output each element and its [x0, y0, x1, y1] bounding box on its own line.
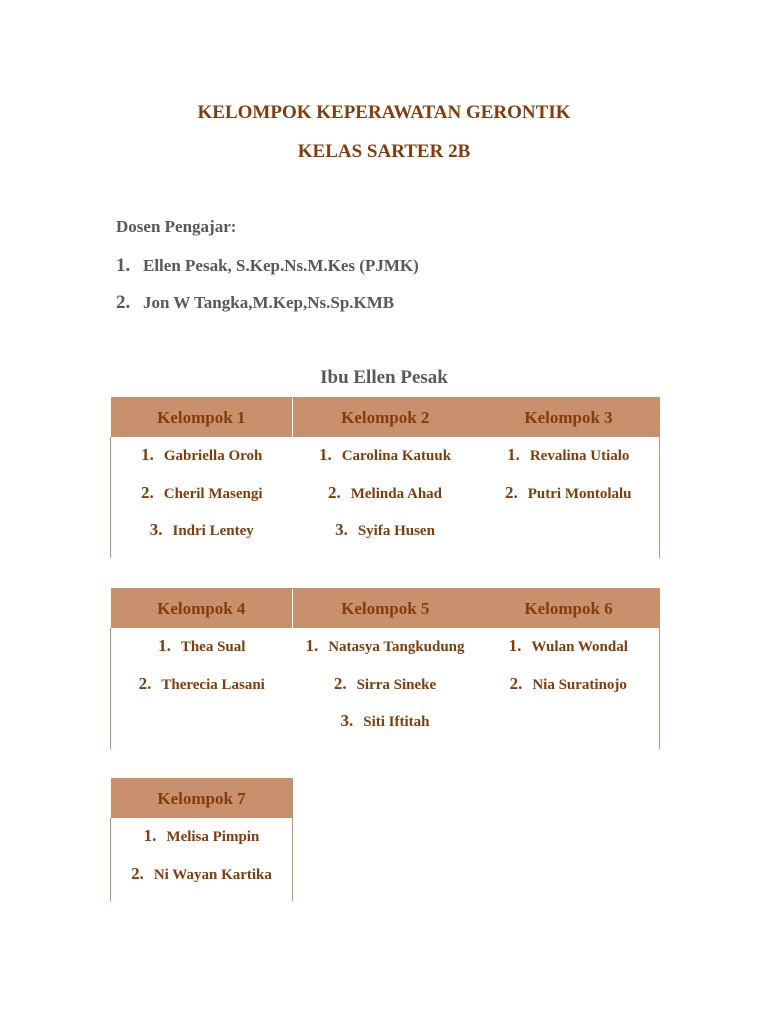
member-name: Ni Wayan Kartika: [153, 866, 272, 883]
member-number: 1.: [158, 636, 171, 655]
member-item: [293, 711, 478, 749]
group-members-cell: [293, 437, 478, 558]
lecturer-item: [116, 292, 394, 314]
member-name: Revalina Utialo: [529, 448, 630, 464]
member-item: [111, 445, 293, 483]
member-name: Putri Montolalu: [527, 485, 632, 502]
group-members-row: [111, 437, 660, 558]
member-name: Gabriella Oroh: [163, 448, 263, 464]
document-subtitle: KELAS SARTER 2B: [297, 141, 471, 162]
member-name: Sirra Sineke: [356, 676, 437, 693]
group-header: Kelompok 1: [111, 398, 293, 438]
member-item: [111, 483, 293, 521]
group-header: Kelompok 6: [478, 589, 660, 629]
member-number: 2.: [505, 482, 518, 502]
lecturer-number: 1.: [116, 255, 131, 276]
member-item: [111, 674, 293, 712]
group-members-cell: [111, 818, 293, 901]
lecturer-name: Ellen Pesak, S.Kep.Ns.M.Kes (PJMK): [143, 256, 419, 275]
group-header-row: [111, 779, 293, 819]
lecturers-heading: Dosen Pengajar:: [116, 217, 237, 236]
member-item: [293, 636, 478, 674]
group-members-cell: [478, 437, 660, 558]
member-number: 3.: [340, 711, 354, 731]
member-item: [111, 636, 293, 674]
group-header: Kelompok 2: [293, 398, 478, 438]
group-table-2: [110, 588, 660, 749]
group-header: Kelompok 3: [478, 398, 660, 438]
group-table-1: [110, 397, 660, 558]
member-item: [478, 483, 660, 521]
member-number: 1.: [507, 445, 520, 464]
member-list: [478, 628, 660, 711]
member-name: Wulan Wondal: [531, 639, 628, 655]
group-members-cell: [478, 628, 660, 749]
member-list: [111, 437, 293, 558]
group-members-cell: [111, 628, 293, 749]
member-number: 3.: [335, 520, 348, 540]
document-title: KELOMPOK KEPERAWATAN GERONTIK: [197, 102, 571, 123]
member-list: [293, 628, 478, 749]
member-number: 2.: [138, 673, 152, 693]
member-number: 3.: [149, 520, 163, 540]
member-item: [111, 864, 292, 902]
member-name: Natasya Tangkudung: [328, 639, 465, 655]
group-members-cell: [293, 628, 478, 749]
member-number: 1.: [508, 636, 522, 655]
member-number: 1.: [305, 636, 319, 655]
group-header: Kelompok 7: [111, 779, 293, 819]
member-name: Carolina Katuuk: [341, 448, 452, 464]
member-item: [478, 674, 660, 712]
lecturer-name: Jon W Tangka,M.Kep,Ns.Sp.KMB: [143, 293, 395, 312]
member-list: [293, 437, 478, 558]
member-item: [478, 636, 660, 674]
member-item: [293, 674, 478, 712]
member-number: 1.: [318, 445, 332, 464]
group-header-row: [111, 398, 660, 438]
member-item: [293, 520, 478, 558]
member-number: 2.: [509, 673, 523, 693]
member-name: Nia Suratinojo: [532, 676, 627, 693]
group-members-row: [111, 628, 660, 749]
group-header: Kelompok 4: [111, 589, 293, 629]
group-header-row: [111, 589, 660, 629]
member-name: Syifa Husen: [357, 523, 435, 540]
member-item: [293, 483, 478, 521]
group-header: Kelompok 5: [293, 589, 478, 629]
section-title: Ibu Ellen Pesak: [320, 367, 448, 388]
member-item: [293, 445, 478, 483]
member-name: Siti Iftitah: [363, 714, 430, 731]
member-name: Cheril Masengi: [163, 485, 263, 502]
member-name: Melinda Ahad: [350, 485, 443, 502]
group-members-row: [111, 818, 293, 901]
member-number: 2.: [131, 863, 144, 883]
lecturer-item: [116, 255, 419, 277]
member-number: 2.: [333, 673, 347, 693]
member-list: [111, 628, 293, 711]
member-name: Melisa Pimpin: [166, 829, 260, 845]
member-item: [111, 520, 293, 558]
member-number: 2.: [327, 482, 341, 502]
member-list: [111, 818, 292, 901]
member-number: 1.: [141, 445, 154, 464]
member-item: [478, 445, 660, 483]
member-name: Indri Lentey: [172, 523, 254, 540]
member-name: Therecia Lasani: [161, 676, 265, 693]
group-table-3: [110, 778, 293, 901]
member-number: 1.: [143, 826, 157, 845]
member-list: [478, 437, 660, 520]
group-members-cell: [111, 437, 293, 558]
member-name: Thea Sual: [180, 639, 246, 655]
member-item: [111, 826, 292, 864]
member-number: 2.: [141, 482, 154, 502]
lecturer-number: 2.: [116, 292, 131, 313]
